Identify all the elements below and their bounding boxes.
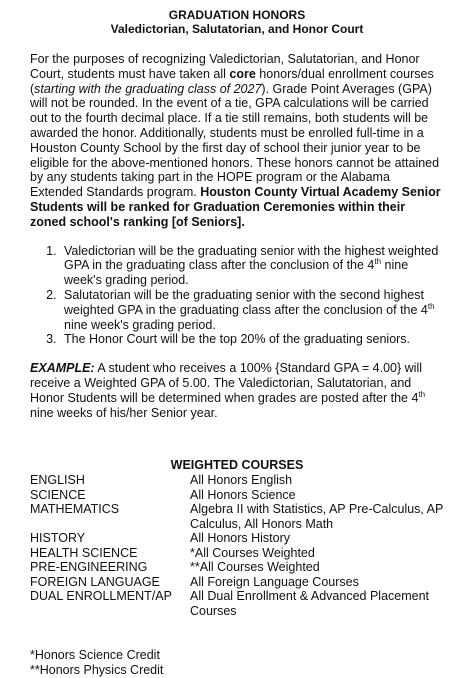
course-list: All Honors English — [190, 473, 293, 488]
list-item-salutatorian: 2. Salutatorian will be the graduating senior with the second highest weighted GPA in the graduating class after the conclusion of the 4th nine week's grading period. — [60, 288, 444, 332]
course-list: **All Courses Weighted — [190, 560, 320, 575]
course-list: All Honors History — [190, 531, 291, 546]
course-subject: PRE-ENGINEERING — [30, 560, 148, 575]
list-item-honor-court: 3. The Honor Court will be the top 20% of the graduating seniors. — [60, 332, 444, 347]
course-subject: DUAL ENROLLMENT/AP — [30, 589, 172, 604]
honors-list — [30, 244, 444, 348]
course-subject: HEALTH SCIENCE — [30, 545, 138, 560]
course-list: *All Courses Weighted — [190, 545, 315, 560]
footnote-physics: **Honors Physics Credit — [30, 663, 164, 678]
course-subject: ENGLISH — [30, 473, 85, 488]
course-list: Algebra II with Statistics, AP Pre-Calculus, AP Calculus, All Honors Math — [190, 502, 444, 531]
example-paragraph: EXAMPLE: A student who receives a 100% {Standard GPA = 4.00} will receive a Weighted GPA of 5.00. The Valedictorian, Salutatorian, and Honor Students will be determined when grades are posted after the 4th nine weeks of his/her Senior year. — [30, 361, 426, 420]
footnotes — [30, 648, 444, 678]
intro-paragraph: For the purposes of recognizing Valedictorian, Salutatorian, and Honor Court, students must have taken all core honors/dual enrollment courses (starting with the graduating class of 2027). Grade Point Averages (GPA) will not be rounded. In the event of a tie, GPA calculations will be carried out to the fourth decimal place. If a tie still remains, both students will be awarded the honor. Additionally, students must be enrolled full-time in a Houston County School by the first day of school their junior year to be eligible for the above-mentioned honors. These honors cannot be attained by any students taking part in the HOPE program or the Alabama Extended Standards program. Houston County Virtual Academy Senior Students will be ranked for Graduation Ceremonies within their zoned school's ranking [of Seniors]. — [30, 52, 441, 229]
list-item-valedictorian: 1. Valedictorian will be the graduating senior with the highest weighted GPA in the graduating class after the conclusion of the 4th nine week's grading period. — [60, 244, 444, 288]
course-list: All Dual Enrollment & Advanced Placement Courses — [190, 589, 430, 618]
page-subtitle: Valedictorian, Salutatorian, and Honor Court — [110, 22, 364, 36]
page-title: GRADUATION HONORS — [168, 8, 306, 22]
weighted-courses-heading: WEIGHTED COURSES — [170, 458, 304, 473]
course-subject: SCIENCE — [30, 487, 86, 502]
course-list: All Foreign Language Courses — [190, 574, 359, 589]
weighted-courses-table — [30, 473, 444, 618]
course-subject: FOREIGN LANGUAGE — [30, 574, 160, 589]
course-subject: HISTORY — [30, 531, 86, 546]
course-subject: MATHEMATICS — [30, 502, 120, 517]
footnote-science: *Honors Science Credit — [30, 648, 160, 663]
course-list: All Honors Science — [190, 487, 296, 502]
